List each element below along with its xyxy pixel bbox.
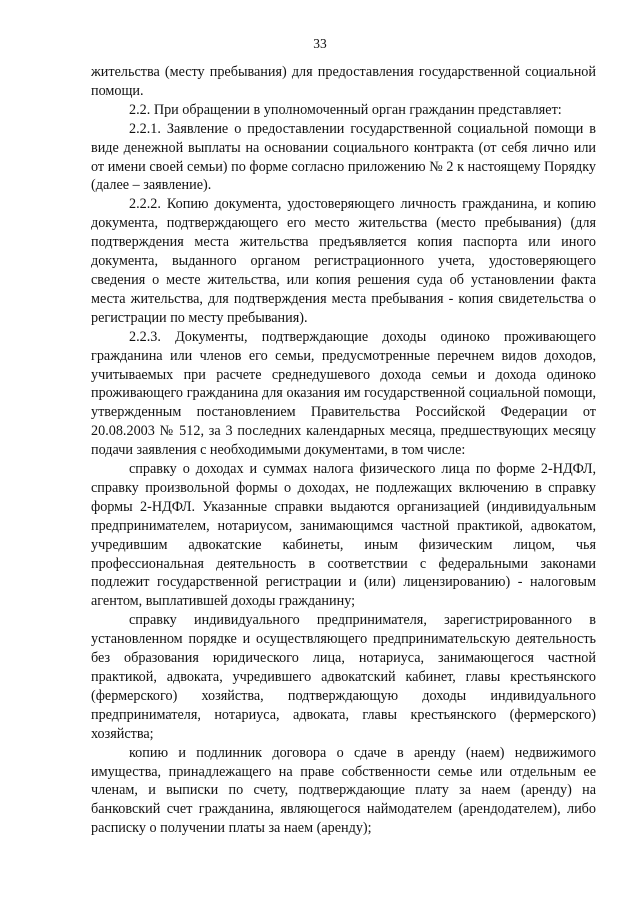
paragraph-2-2-2: 2.2.2. Копию документа, удостоверяющего личность гражданина, и копию документа, подтверждающего его место жительства (место пребывания) (для подтверждения места жительства предъявляется копия паспорта или иного документа, выданного органом регистрационного учета, удостоверяющего сведения о месте жительства, или копия решения суда об установлении факта места жительства, для подтверждения места пребывания - копия свидетельства о регистрации по месту пребывания). bbox=[91, 196, 596, 326]
paragraph-2-2-1: 2.2.1. Заявление о предоставлении государственной социальной помощи в виде денежной выплаты на основании социального контракта (от себя лично или от имени своей семьи) по форме согласно приложению № 2 к настоящему Порядку (далее – заявление). bbox=[91, 120, 596, 194]
paragraph-lease-contract: копию и подлинник договора о сдаче в аренду (наем) недвижимого имущества, принадлежащего на праве собственности семье или отдельным ее членам, и выписки по счету, подтверждающие плату за наем (аренду) на банковский счет гражданина, являющегося наймодателем (арендодателем), либо расписку о получении платы за наем (аренду); bbox=[91, 744, 596, 837]
paragraph-continuation: жительства (месту пребывания) для предоставления государственной социальной помощи. bbox=[91, 64, 596, 99]
paragraph-entrepreneur-certificate: справку индивидуального предпринимателя, зарегистрированного в установленном порядке и осуществляющего предпринимательскую деятельность без образования юридического лица, нотариуса, занимающегося частной практикой, адвоката, учредившего адвокатский кабинет, главы крестьянского (фермерского) хозяйства, подтверждающую доходы индивидуального предпринимателя, нотариуса, адвоката, главы крестьянского (фермерского) хозяйства; bbox=[91, 612, 596, 742]
document-body bbox=[91, 63, 596, 838]
paragraph-income-certificate: справку о доходах и суммах налога физического лица по форме 2-НДФЛ, справку произвольной формы о доходах, не подлежащих включению в справку формы 2-НДФЛ. Указанные справки выдаются организацией (индивидуальным предпринимателем, нотариусом, занимающимся частной практикой, адвокатом, учредившим адвокатские кабинеты, иным физическим лицом, чья профессиональная деятельность в соответствии с федеральными законами подлежит государственной регистрации и (или) лицензированию) - налоговым агентом, выплатившей доходы гражданину; bbox=[91, 461, 596, 610]
page-number: 33 bbox=[313, 36, 327, 51]
paragraph-2-2: 2.2. При обращении в уполномоченный орган гражданин представляет: bbox=[129, 101, 562, 118]
paragraph-2-2-3: 2.2.3. Документы, подтверждающие доходы одиноко проживающего гражданина или членов его семьи, предусмотренные перечнем видов доходов, учитываемых при расчете среднедушевого дохода семьи и дохода одиноко проживающего гражданина для оказания им государственной социальной помощи, утвержденным постановлением Правительства Российской Федерации от 20.08.2003 № 512, за 3 последних календарных месяца, предшествующих месяцу подачи заявления с необходимыми документами, в том числе: bbox=[91, 328, 596, 459]
